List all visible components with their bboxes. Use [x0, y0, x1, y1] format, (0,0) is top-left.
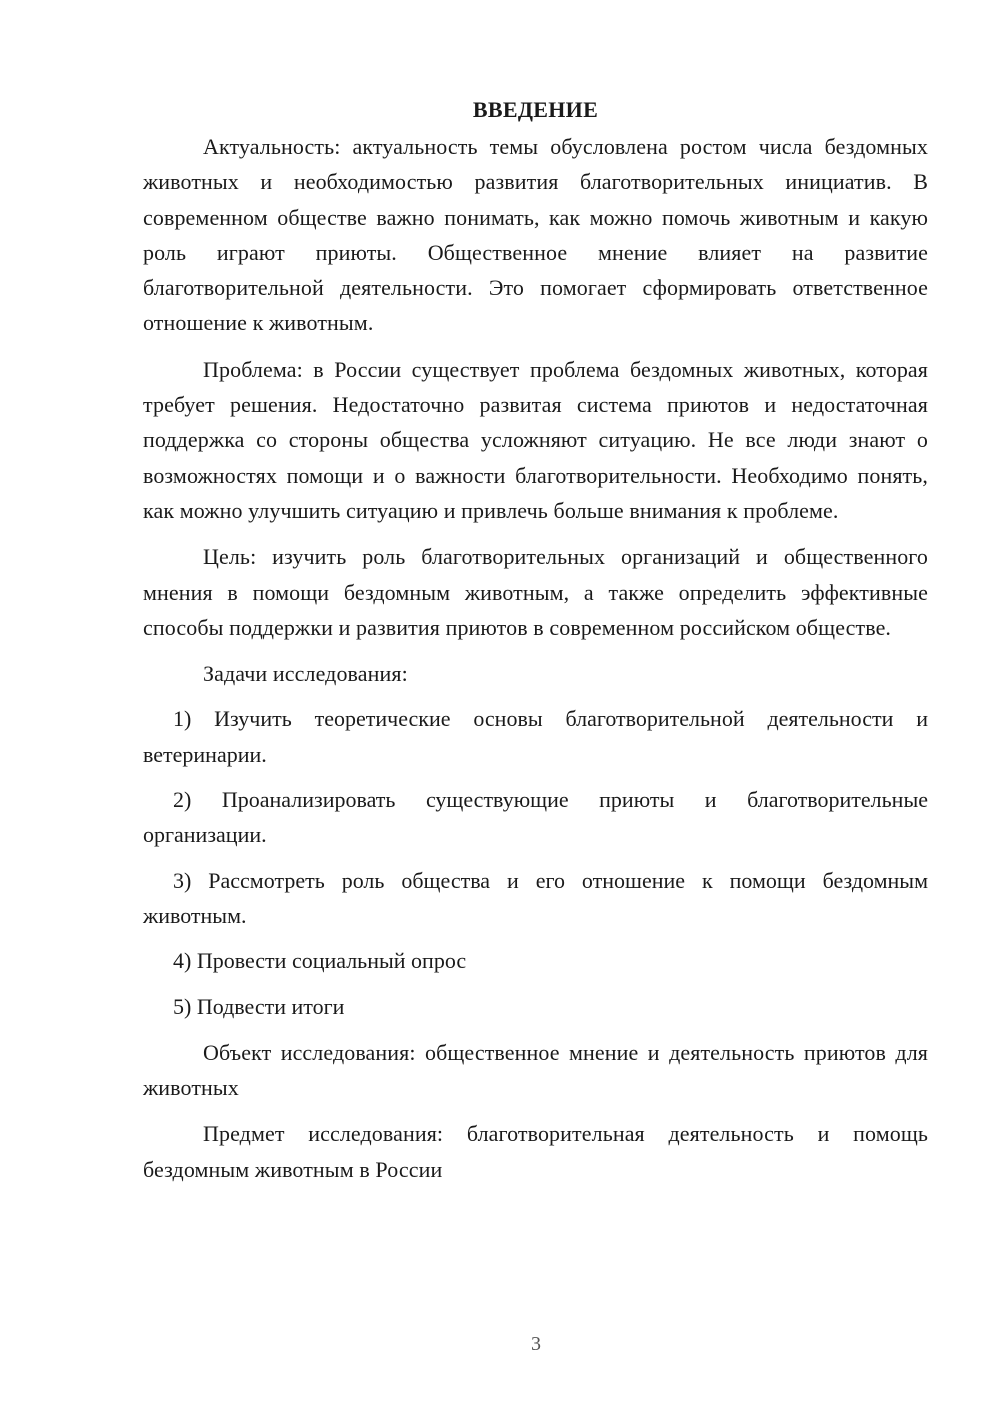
page-number: 3 — [531, 1333, 541, 1355]
tasks-heading: Задачи исследования: — [203, 661, 408, 687]
task-item-2: 2) Проанализировать существующие приюты и благотворительные организации. — [143, 787, 928, 848]
task-item-4: 4) Провести социальный опрос — [173, 948, 467, 974]
subject-paragraph: Предмет исследования: благотворительная деятельность и помощь бездомным животным в России — [143, 1121, 928, 1182]
task-item-1: 1) Изучить теоретические основы благотворительной деятельности и ветеринарии. — [143, 706, 928, 767]
section-title: ВВЕДЕНИЕ — [472, 97, 599, 122]
task-item-5: 5) Подвести итоги — [173, 993, 345, 1019]
relevance-paragraph: Актуальность: актуальность темы обусловлена ростом числа бездомных животных и необходимостью развития благотворительных инициатив. В современном обществе важно понимать, как можно помочь животным и какую роль играют приюты. Общественное мнение влияет на развитие благотворительной деятельности. Это помогает сформировать ответственное отношение к животным. — [143, 134, 928, 336]
goal-paragraph: Цель: изучить роль благотворительных организаций и общественного мнения в помощи бездомным животным, а также определить эффективные способы поддержки и развития приютов в современном российском обществе. — [143, 544, 928, 640]
document-page — [143, 92, 928, 1187]
task-item-3: 3) Рассмотреть роль общества и его отношение к помощи бездомным животным. — [143, 867, 928, 928]
problem-paragraph: Проблема: в России существует проблема бездомных животных, которая требует решения. Недостаточно развитая система приютов и недостаточная поддержка со стороны общества усложняют ситуацию. Не все люди знают о возможностях помощи и о важности благотворительности. Необходимо понять, как можно улучшить ситуацию и привлечь больше внимания к проблеме. — [143, 356, 928, 523]
object-paragraph: Объект исследования: общественное мнение и деятельность приютов для животных — [143, 1039, 928, 1101]
